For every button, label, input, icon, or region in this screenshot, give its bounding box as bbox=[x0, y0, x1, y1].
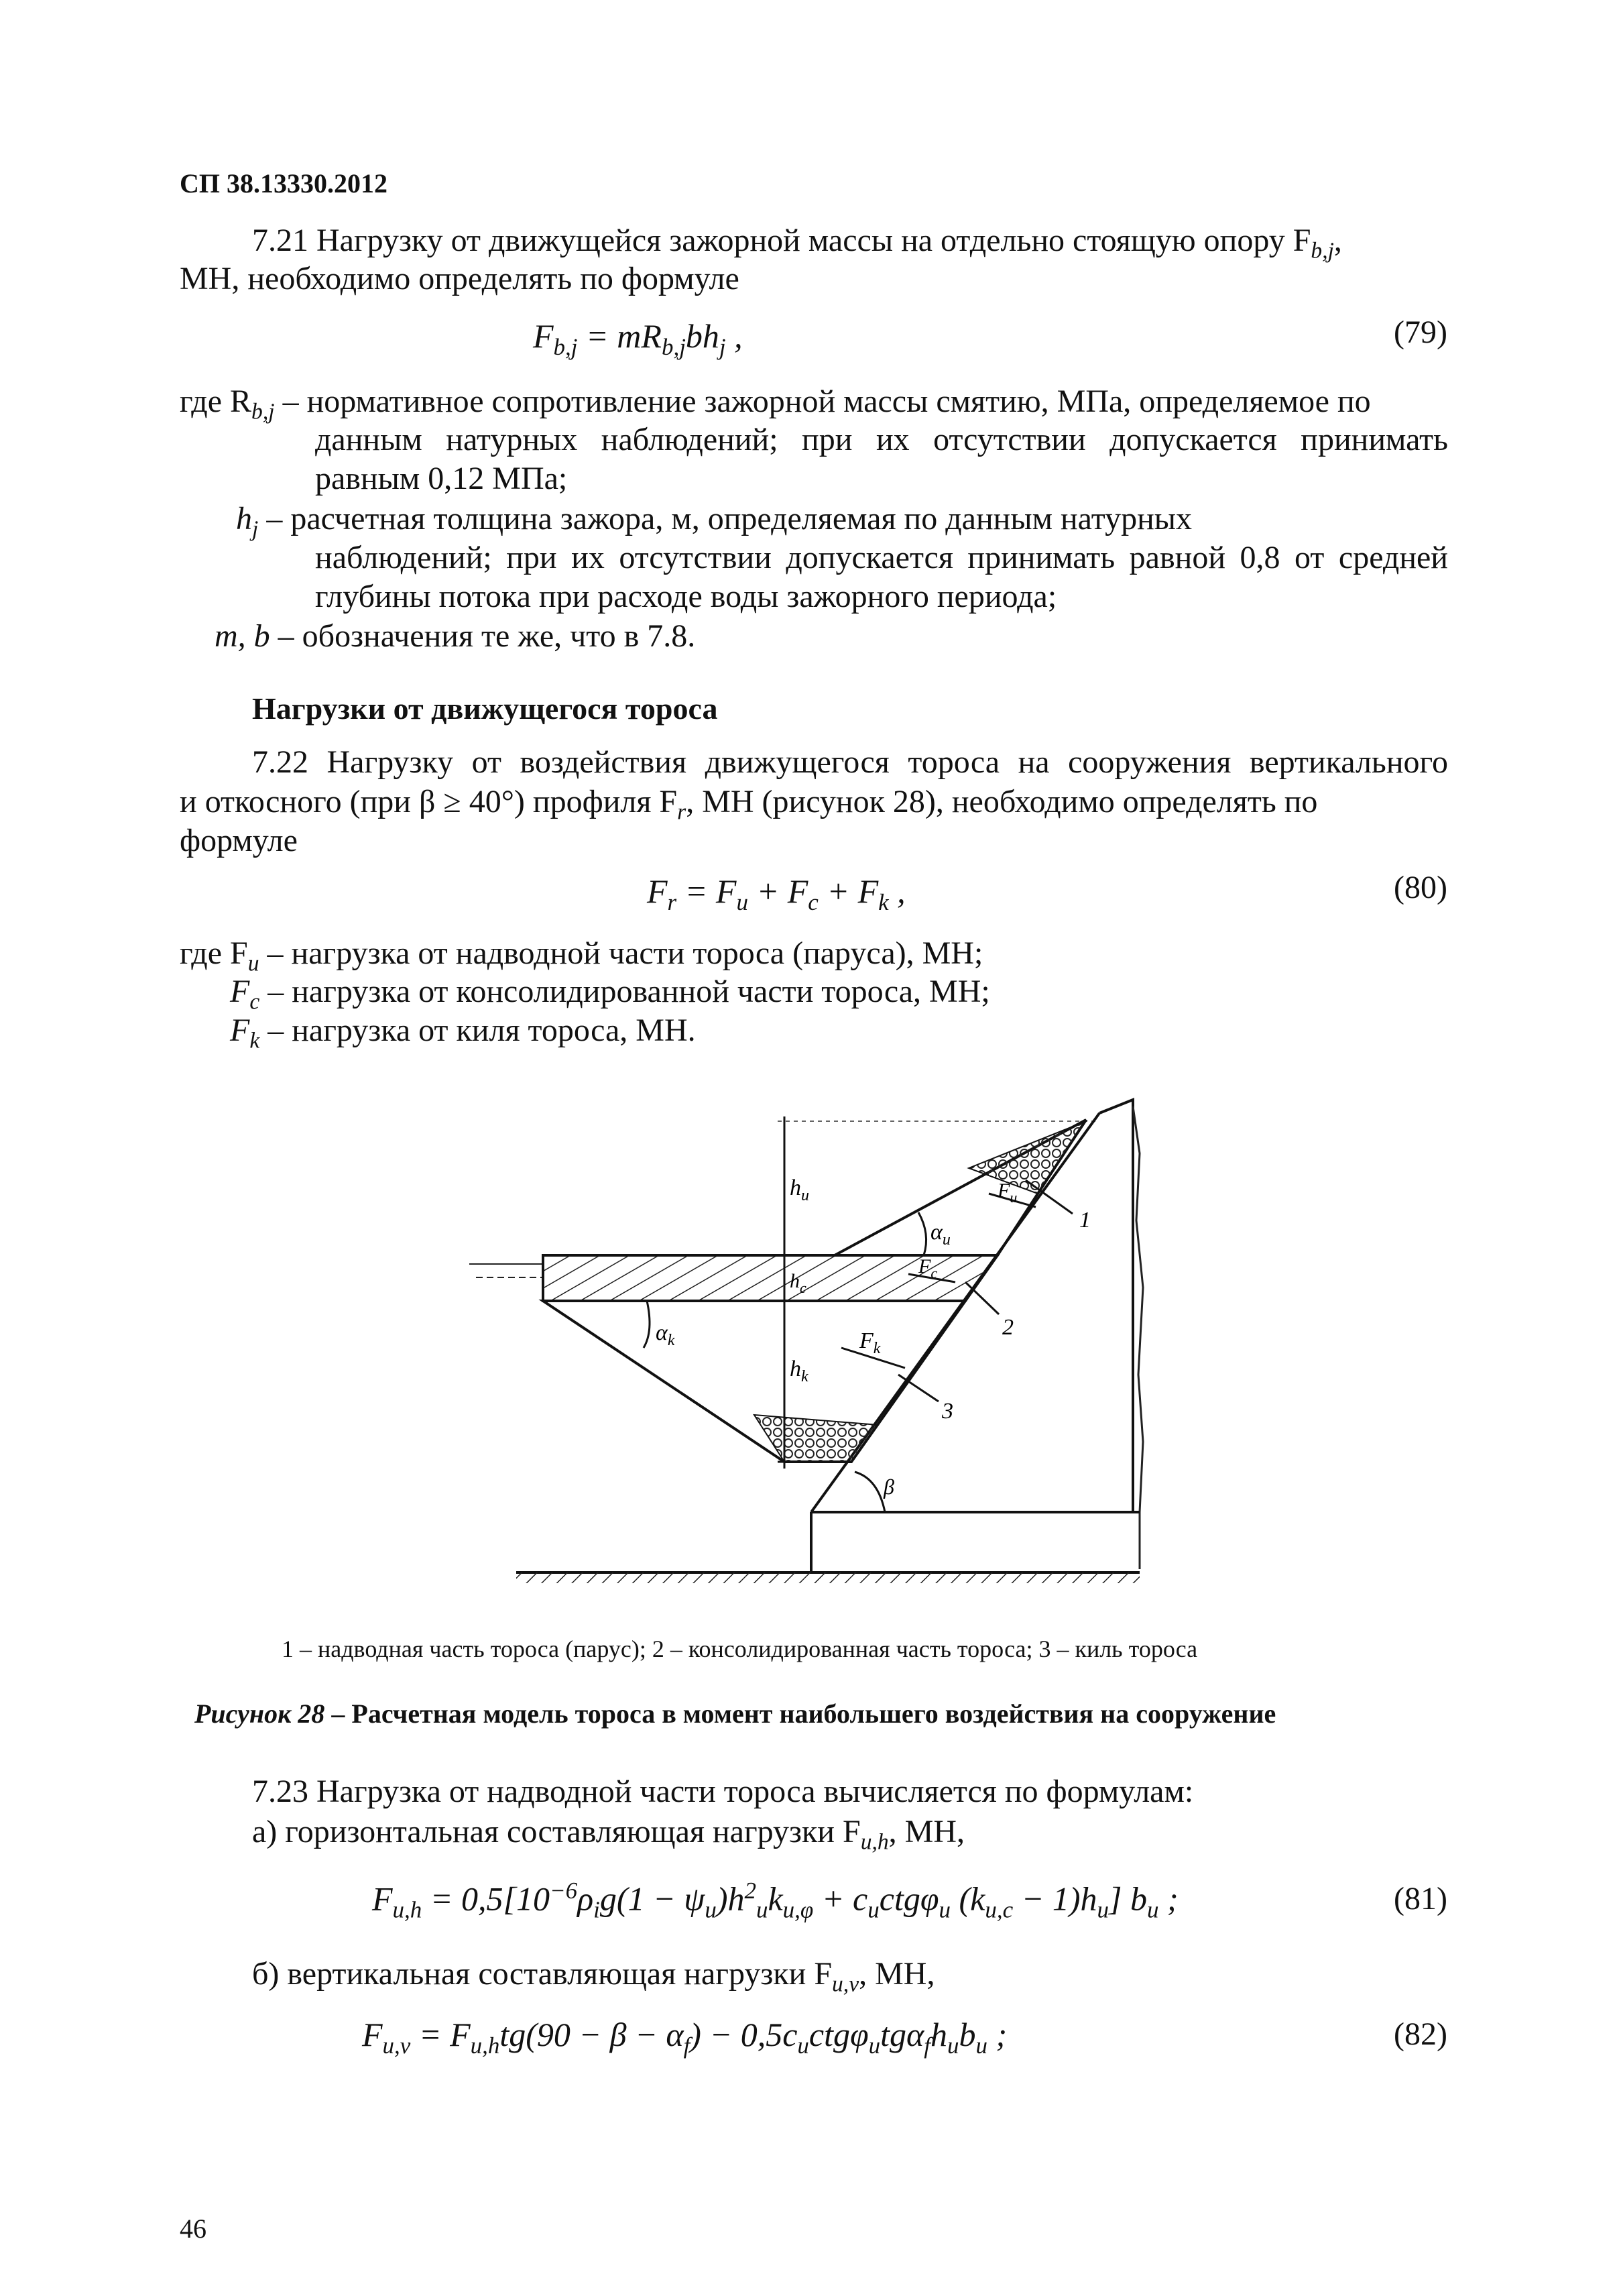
label-fc: $F_c$ bbox=[918, 1255, 938, 1281]
para-722-line3: формуле bbox=[180, 823, 298, 858]
equation-79: $F_{b,j} = mR_{b,j}bh_j$ , bbox=[533, 317, 743, 360]
leader-1 bbox=[1026, 1180, 1073, 1214]
para-722-line2: и откосного (при β ≥ 40°) профиля $F_r$, МН (рисунок 28), необходимо определять по bbox=[180, 784, 1318, 825]
equation-79-number: (79) bbox=[1394, 314, 1447, 350]
alpha-u-arc bbox=[918, 1212, 926, 1255]
label-alpha-k: $\alpha_k$ bbox=[656, 1320, 675, 1349]
alpha-k-arc bbox=[644, 1301, 650, 1348]
equation-80-number: (80) bbox=[1394, 870, 1447, 905]
leader-2 bbox=[965, 1282, 999, 1314]
label-1: 1 bbox=[1079, 1208, 1091, 1232]
label-beta: β bbox=[884, 1475, 894, 1499]
section-heading: Нагрузки от движущегося тороса bbox=[252, 691, 718, 726]
para-723-line2b: б) вертикальная составляющая нагрузки $F_{u,v}$, МН, bbox=[252, 1956, 935, 1997]
ground-hatch bbox=[516, 1572, 1140, 1583]
para-723-line1: 7.23 Нагрузка от надводной части тороса вычисляется по формулам: bbox=[252, 1774, 1194, 1809]
document-header: СП 38.13330.2012 bbox=[180, 168, 387, 198]
label-2: 2 bbox=[1002, 1315, 1014, 1340]
label-fk: $F_k$ bbox=[859, 1328, 881, 1357]
para-722-line1: 7.22 Нагрузку от воздействия движущегося тороса на сооружения вертикального bbox=[252, 744, 1448, 780]
beta-arc bbox=[855, 1472, 885, 1512]
label-alpha-u: $\alpha_u$ bbox=[930, 1220, 951, 1249]
page-number: 46 bbox=[180, 2214, 206, 2244]
figure-legend: 1 – надводная часть тороса (парус); 2 – консолидированная часть тороса; 3 – киль тороса bbox=[282, 1635, 1198, 1662]
where-80-fu: где $F_u$ – нагрузка от надводной части тороса (паруса), МН; bbox=[180, 935, 983, 976]
where-79-h: $h_j$ – расчетная толщина зажора, м, определяемая по данным натурных bbox=[236, 501, 1192, 542]
para-721-line2: МН, необходимо определять по формуле bbox=[180, 261, 739, 296]
label-hc: $h_c$ bbox=[790, 1270, 806, 1296]
where-79-mb: m, b – обозначения те же, что в 7.8. bbox=[215, 618, 696, 654]
keel-outline bbox=[543, 1301, 965, 1462]
where-79-r-line2: данным натурных наблюдений; при их отсутствии допускается принимать bbox=[315, 422, 1448, 457]
where-79-h-line3: глубины потока при расходе воды зажорного периода; bbox=[315, 579, 1057, 614]
equation-81-number: (81) bbox=[1394, 1881, 1447, 1916]
where-79-r: где $R_{b,j}$ – нормативное сопротивление зажорной массы смятию, МПа, определяемое по bbox=[180, 384, 1371, 424]
where-79-r-line3: равным 0,12 МПа; bbox=[315, 461, 568, 496]
label-hu: $h_u$ bbox=[790, 1175, 809, 1204]
equation-81: $F_{u,h} = 0,5[10^{-6}\rho_ig(1 - \psi_u)h^2_uk_{u,\varphi} + c_uctg\varphi_u$ $(k_{u,c} - 1)h_u$] $b_u$ ; bbox=[372, 1878, 1179, 1923]
where-79-h-line2: наблюдений; при их отсутствии допускается принимать равной 0,8 от средней bbox=[315, 540, 1448, 575]
equation-80: $F_r = F_u + F_c + F_k$ , bbox=[647, 872, 906, 915]
structure-right-edge bbox=[1133, 1106, 1143, 1569]
label-3: 3 bbox=[942, 1399, 953, 1424]
equation-82: $F_{u,v} = F_{u,h}tg(90 - \beta - \alpha_f) - 0,5c_uctg\varphi_utg\alpha_fh_ub_u$ ; bbox=[362, 2016, 1008, 2059]
label-fu: $F_u$ bbox=[998, 1180, 1018, 1206]
label-hk: $h_k$ bbox=[790, 1357, 808, 1385]
para-721-line1: 7.21 Нагрузку от движущейся зажорной массы на отдельно стоящую опору $F_{b,j}$, bbox=[252, 223, 1342, 264]
para-723-line2a: а) горизонтальная составляющая нагрузки $F_{u,h}$, МН, bbox=[252, 1814, 965, 1855]
where-80-fk: $F_k$ – нагрузка от киля тороса, МН. bbox=[230, 1013, 696, 1053]
figure-caption: Рисунок 28 – Расчетная модель тороса в момент наибольшего воздействия на сооружение bbox=[194, 1699, 1276, 1729]
where-80-fc: $F_c$ – нагрузка от консолидированной части тороса, МН; bbox=[230, 974, 990, 1015]
equation-82-number: (82) bbox=[1394, 2016, 1447, 2052]
